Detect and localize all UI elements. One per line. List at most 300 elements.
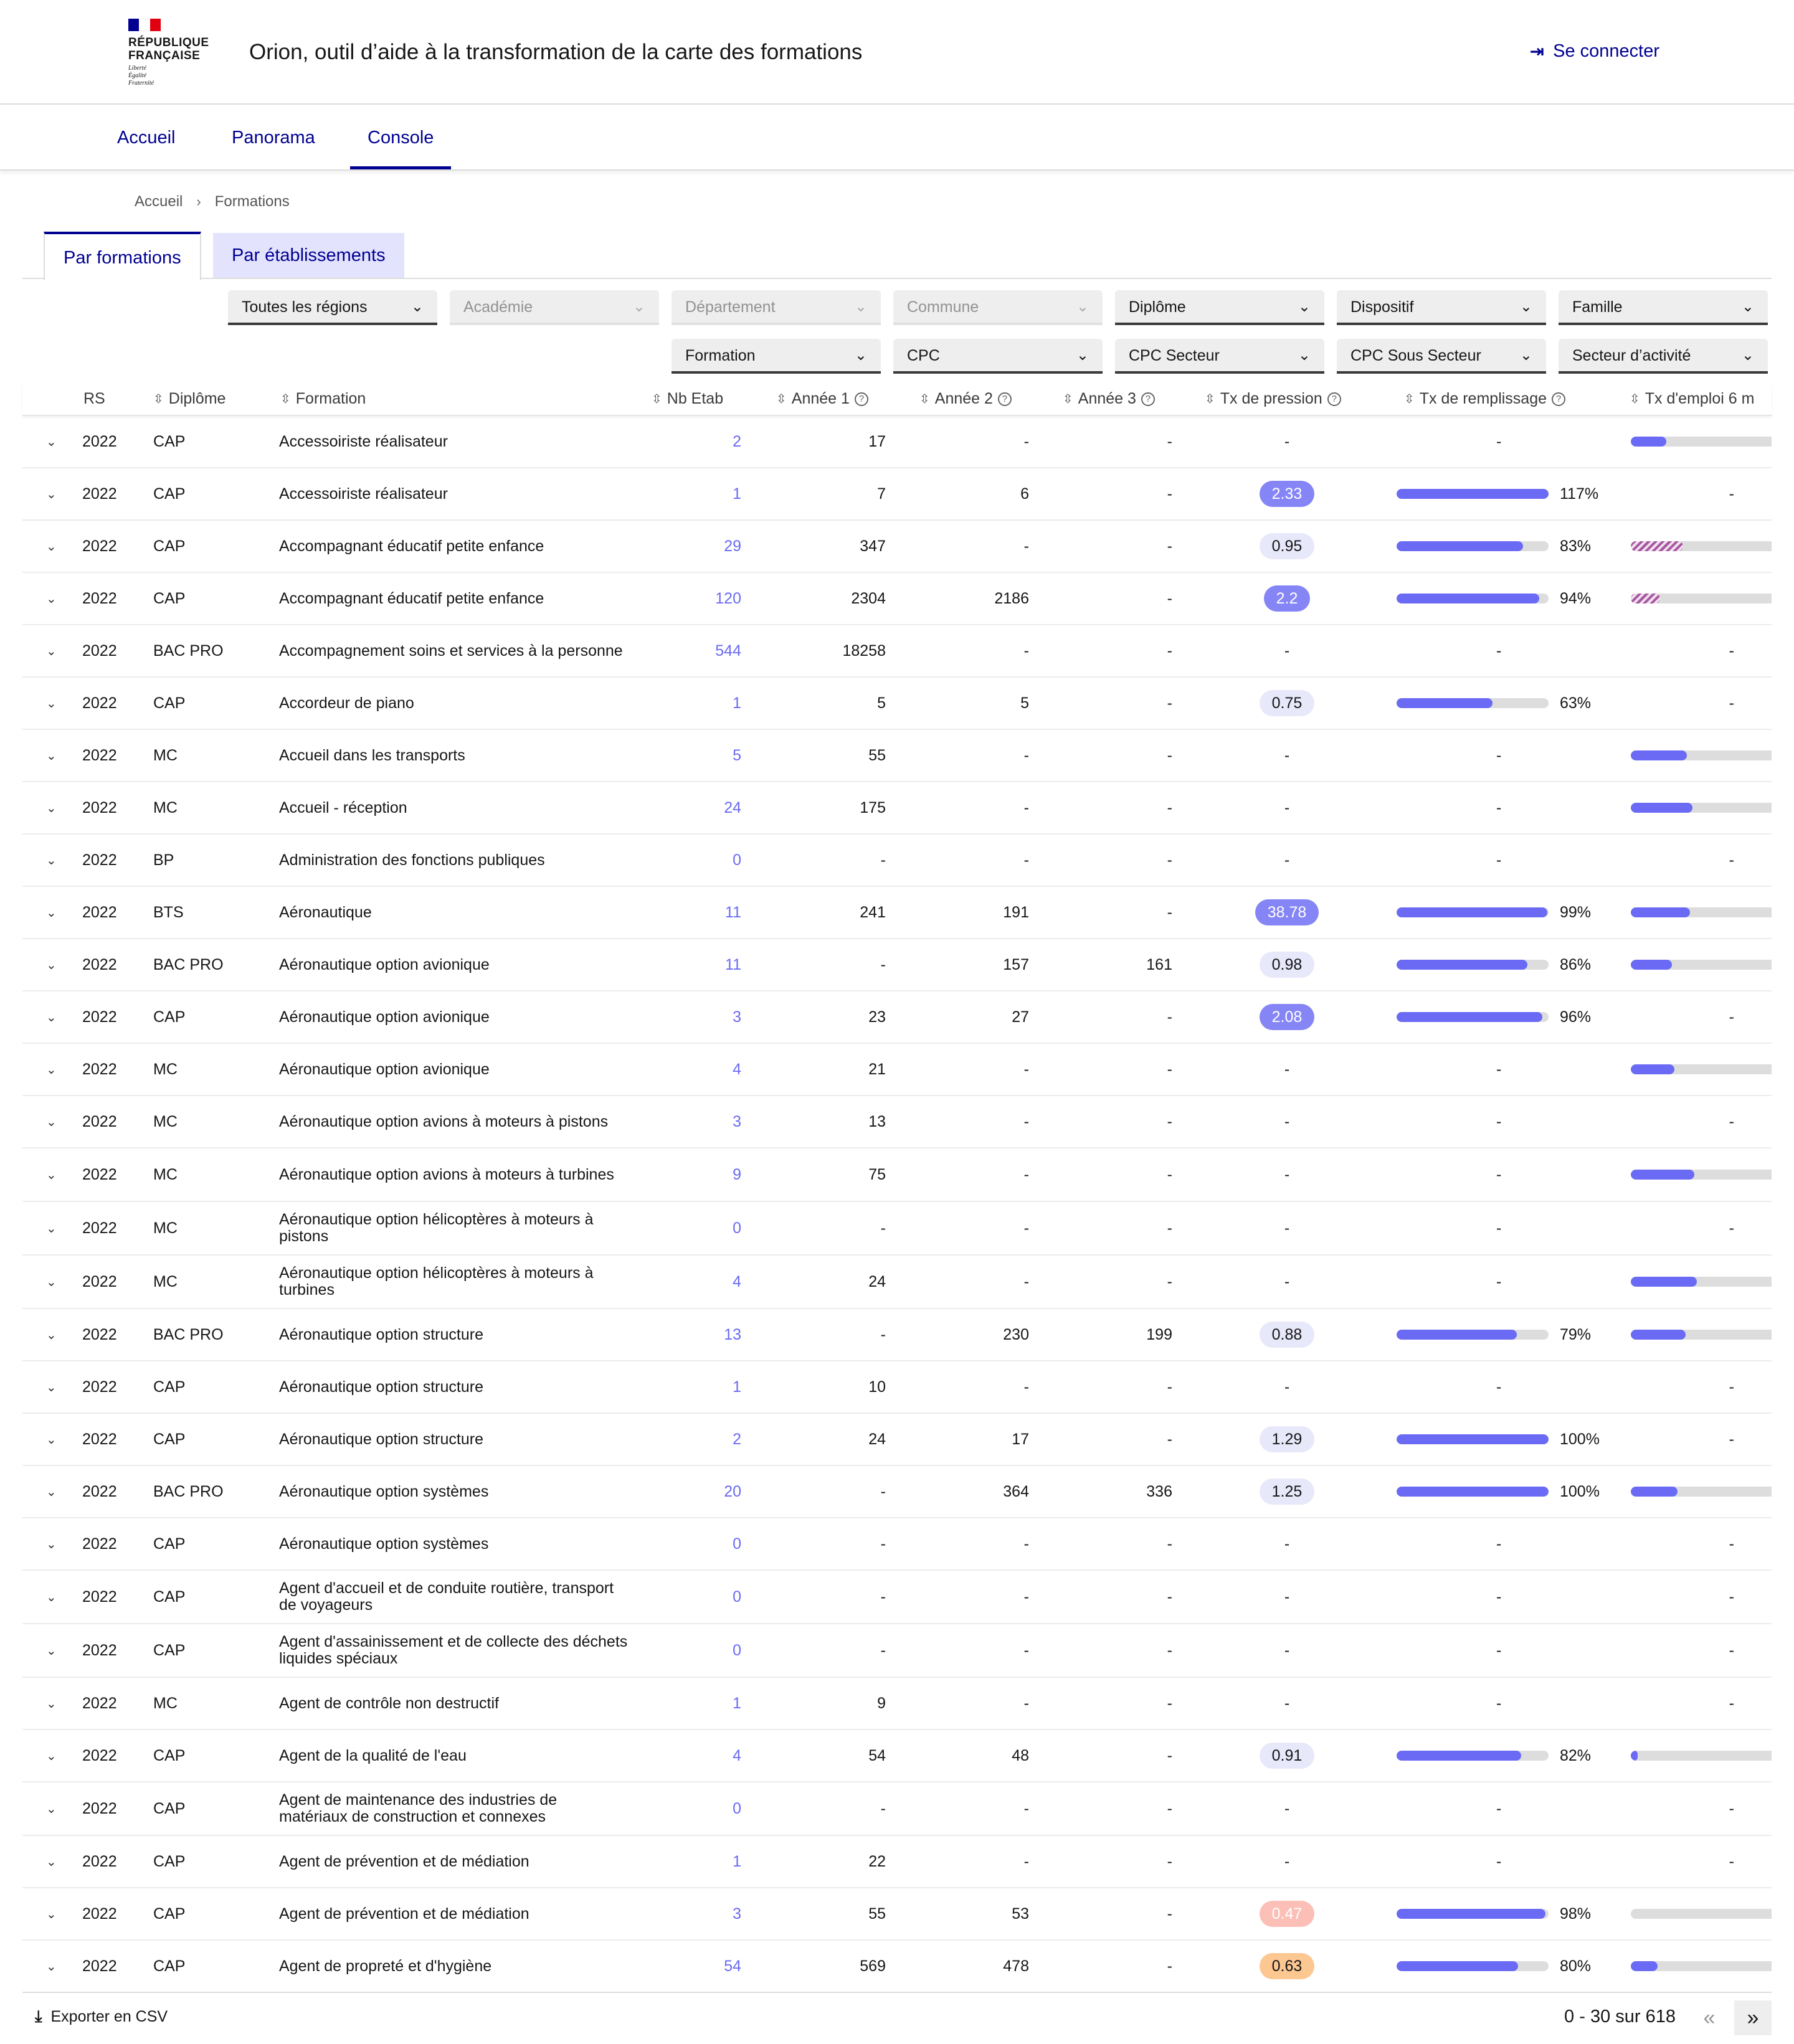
- republic-line-2: FRANÇAISE: [128, 49, 201, 62]
- cell-tx-emploi: [1631, 1256, 1772, 1308]
- cell-tx-pression: [1212, 468, 1362, 519]
- column-header-annee-1[interactable]: [776, 390, 868, 408]
- help-icon[interactable]: ?: [998, 392, 1012, 406]
- table-row[interactable]: [22, 1782, 1772, 1836]
- fill-rate-label: 117%: [1560, 485, 1599, 503]
- employment-rate-bar: [1631, 1277, 1772, 1287]
- cell-annee-2: -: [1023, 1641, 1029, 1659]
- cell-rs: 2022: [82, 1060, 117, 1078]
- column-header-tx-pression[interactable]: [1205, 390, 1341, 408]
- cell-formation: Accueil dans les transports: [279, 746, 465, 764]
- cell-rs: 2022: [82, 589, 117, 607]
- cell-nb-etab[interactable]: 0: [733, 1799, 741, 1817]
- cell-annee-2: -: [1023, 1165, 1029, 1183]
- sort-icon: ⇳: [919, 392, 930, 406]
- pressure-badge: 0.75: [1260, 690, 1315, 716]
- cell-nb-etab[interactable]: 2: [733, 1430, 741, 1448]
- pressure-badge: 0.98: [1260, 952, 1315, 978]
- column-label: Tx d'emploi 6 m: [1644, 390, 1755, 407]
- table-row[interactable]: [22, 1571, 1772, 1624]
- cell-formation: Aéronautique option structure: [279, 1430, 483, 1448]
- cell-tx-remplissage: -: [1496, 798, 1502, 816]
- chevron-down-icon: ⌄: [46, 1907, 57, 1921]
- cell-tx-pression: -: [1284, 798, 1290, 816]
- expand-row-button[interactable]: [46, 1941, 57, 1992]
- table-row[interactable]: [22, 782, 1772, 835]
- login-button[interactable]: [1530, 41, 1659, 62]
- chevron-down-icon: ⌄: [46, 1590, 57, 1604]
- filter-cpc-secteur[interactable]: [1115, 339, 1324, 374]
- filter-label: Diplôme: [1129, 298, 1186, 316]
- employment-rate-bar-fill: [1631, 750, 1687, 760]
- cell-rs: 2022: [82, 1482, 117, 1500]
- table-row[interactable]: [22, 521, 1772, 573]
- table-row[interactable]: [22, 939, 1772, 991]
- table-row[interactable]: [22, 1836, 1772, 1888]
- cell-tx-remplissage: -: [1496, 641, 1502, 660]
- employment-rate-bar-fill: [1631, 1170, 1694, 1180]
- cell-rs: 2022: [82, 694, 117, 712]
- cell-tx-emploi: -: [1729, 641, 1734, 660]
- cell-tx-pression: [1212, 521, 1362, 572]
- cell-nb-etab[interactable]: 1: [733, 1694, 741, 1712]
- nav-item-accueil[interactable]: Accueil: [117, 128, 176, 148]
- cell-annee-1: -: [880, 1219, 886, 1237]
- expand-row-button[interactable]: [46, 678, 57, 729]
- cell-nb-etab[interactable]: 11: [725, 903, 741, 921]
- cell-nb-etab[interactable]: 20: [724, 1482, 741, 1500]
- cell-tx-pression: [1212, 573, 1362, 624]
- cell-nb-etab[interactable]: 544: [715, 641, 741, 660]
- cell-tx-pression: -: [1284, 1060, 1290, 1078]
- fill-rate-bar-fill: [1397, 907, 1547, 917]
- cell-rs: 2022: [82, 1904, 117, 1923]
- expand-row-button[interactable]: [46, 1518, 57, 1569]
- cell-tx-pression: [1212, 887, 1362, 938]
- sort-icon: ⇳: [1404, 392, 1415, 406]
- fill-rate-label: 96%: [1560, 1008, 1592, 1026]
- help-icon[interactable]: ?: [1327, 392, 1341, 406]
- chevron-down-icon: ⌄: [46, 1328, 57, 1342]
- chevron-down-icon: ⌄: [1741, 347, 1754, 364]
- cell-nb-etab[interactable]: 0: [733, 1587, 741, 1606]
- cell-tx-remplissage: -: [1496, 1641, 1502, 1659]
- cell-rs: 2022: [82, 851, 117, 869]
- expand-row-button[interactable]: [46, 1148, 57, 1201]
- cell-tx-pression: [1212, 1888, 1362, 1939]
- cell-tx-emploi: [1631, 730, 1772, 781]
- table-row[interactable]: [22, 1518, 1772, 1571]
- expand-row-button[interactable]: [46, 1256, 57, 1308]
- cell-tx-emploi: -: [1729, 1852, 1734, 1870]
- cell-nb-etab[interactable]: 1: [733, 1852, 741, 1870]
- expand-row-button[interactable]: [46, 1624, 57, 1677]
- cell-rs: 2022: [82, 1112, 117, 1130]
- table-row[interactable]: [22, 1309, 1772, 1361]
- expand-row-button[interactable]: [46, 521, 57, 572]
- fill-rate-bar-fill: [1397, 1961, 1518, 1971]
- cell-nb-etab[interactable]: 4: [733, 1272, 741, 1290]
- fill-rate-bar: [1397, 1487, 1549, 1497]
- cell-nb-etab[interactable]: 29: [724, 537, 741, 555]
- cell-annee-2: -: [1023, 851, 1029, 869]
- expand-row-button[interactable]: [46, 991, 57, 1043]
- cell-formation: Agent d'accueil et de conduite routière, transport de voyageurs: [279, 1579, 614, 1614]
- table-row[interactable]: [22, 1730, 1772, 1782]
- cell-nb-etab[interactable]: 0: [733, 1219, 741, 1237]
- expand-row-button[interactable]: [46, 416, 57, 467]
- cell-annee-3: -: [1167, 903, 1172, 921]
- cell-annee-3: -: [1167, 1535, 1172, 1553]
- nav-item-panorama[interactable]: Panorama: [232, 128, 315, 148]
- cell-annee-3: 336: [1146, 1482, 1172, 1500]
- tab-par-etablissements[interactable]: Par établissements: [213, 233, 404, 278]
- cell-annee-3: -: [1167, 1378, 1172, 1396]
- table-header: [22, 382, 1772, 416]
- expand-row-button[interactable]: [46, 1836, 57, 1887]
- cell-tx-pression: [1212, 939, 1362, 990]
- table-row[interactable]: [22, 1414, 1772, 1466]
- cell-tx-emploi: -: [1729, 1430, 1734, 1448]
- help-icon[interactable]: ?: [1141, 392, 1155, 406]
- cell-annee-1: 569: [860, 1957, 886, 1975]
- fill-rate-label: 80%: [1560, 1957, 1592, 1975]
- expand-row-button[interactable]: [46, 835, 57, 886]
- table-row[interactable]: [22, 835, 1772, 887]
- cell-diplome: BAC PRO: [153, 641, 224, 660]
- cell-rs: 2022: [82, 1272, 117, 1290]
- cell-tx-remplissage: -: [1496, 746, 1502, 764]
- cell-formation: Accueil - réception: [279, 798, 407, 816]
- cell-nb-etab[interactable]: 54: [724, 1957, 741, 1975]
- cell-rs: 2022: [82, 1378, 117, 1396]
- filter-label: CPC Secteur: [1129, 347, 1220, 364]
- chevron-double-right-icon[interactable]: »: [1734, 2000, 1772, 2035]
- pressure-badge: 1.29: [1260, 1426, 1315, 1452]
- cell-nb-etab[interactable]: 1: [733, 485, 741, 503]
- cell-tx-remplissage: -: [1496, 1272, 1502, 1290]
- cell-tx-remplissage: -: [1496, 1112, 1502, 1130]
- table-row[interactable]: [22, 1096, 1772, 1148]
- cell-annee-2: -: [1023, 1694, 1029, 1712]
- help-icon[interactable]: ?: [1552, 392, 1565, 406]
- cell-diplome: CAP: [153, 485, 186, 503]
- employment-rate-bar-fill: [1631, 1751, 1638, 1761]
- cell-annee-2: 53: [1012, 1904, 1029, 1923]
- cell-annee-2: -: [1023, 1060, 1029, 1078]
- chevron-down-icon: ⌄: [1298, 298, 1311, 315]
- republic-line-1: RÉPUBLIQUE: [128, 36, 209, 49]
- table-row[interactable]: [22, 1148, 1772, 1202]
- cell-tx-emploi: [1631, 1888, 1772, 1939]
- login-arrow-icon: ⇥: [1529, 42, 1545, 61]
- filter-famille[interactable]: [1559, 290, 1768, 325]
- cell-nb-etab[interactable]: 120: [715, 589, 741, 607]
- expand-row-button[interactable]: [46, 1309, 57, 1360]
- cell-annee-1: -: [880, 1799, 886, 1817]
- table-row[interactable]: [22, 468, 1772, 521]
- table-row[interactable]: [22, 1678, 1772, 1730]
- column-header-rs[interactable]: [83, 390, 105, 408]
- chevron-down-icon: ⌄: [46, 1432, 57, 1447]
- site-title[interactable]: Orion, outil d’aide à la transformation de la carte des formations: [249, 40, 863, 64]
- table-row[interactable]: [22, 625, 1772, 678]
- fill-rate-label: 63%: [1560, 694, 1592, 712]
- filter-label: Secteur d’activité: [1572, 347, 1691, 364]
- chevron-down-icon: ⌄: [46, 1062, 57, 1077]
- chevron-down-icon: ⌄: [46, 1010, 57, 1024]
- cell-nb-etab[interactable]: 0: [733, 1641, 741, 1659]
- chevron-down-icon: ⌄: [46, 1959, 57, 1974]
- employment-rate-bar: [1631, 1487, 1772, 1497]
- cell-tx-emploi: -: [1729, 1112, 1734, 1130]
- cell-formation: Accompagnant éducatif petite enfance: [279, 537, 544, 555]
- fill-rate-bar: [1397, 960, 1549, 970]
- cell-nb-etab[interactable]: 4: [733, 1746, 741, 1764]
- fill-rate-bar: [1397, 1909, 1549, 1919]
- cell-diplome: CAP: [153, 1852, 186, 1870]
- cell-annee-1: 24: [868, 1430, 886, 1448]
- employment-rate-bar-fill: [1631, 1961, 1658, 1971]
- expand-row-button[interactable]: [46, 1361, 57, 1412]
- cell-nb-etab[interactable]: 4: [733, 1060, 741, 1078]
- cell-annee-2: 6: [1020, 485, 1029, 503]
- help-icon[interactable]: ?: [855, 392, 868, 406]
- cell-nb-etab[interactable]: 5: [733, 746, 741, 764]
- cell-nb-etab[interactable]: 3: [733, 1008, 741, 1026]
- cell-tx-pression: -: [1284, 641, 1290, 660]
- cell-rs: 2022: [82, 485, 117, 503]
- cell-nb-etab[interactable]: 3: [733, 1112, 741, 1130]
- cell-diplome: CAP: [153, 1378, 186, 1396]
- cell-tx-emploi: -: [1729, 1535, 1734, 1553]
- cell-nb-etab[interactable]: 3: [733, 1904, 741, 1923]
- column-label: Formation: [295, 390, 366, 407]
- chevron-down-icon: ⌄: [411, 298, 424, 315]
- expand-row-button[interactable]: [46, 1782, 57, 1835]
- cell-annee-3: -: [1167, 1430, 1172, 1448]
- table-row[interactable]: [22, 1888, 1772, 1941]
- cell-annee-3: -: [1167, 1272, 1172, 1290]
- column-label: Année 2: [934, 390, 993, 407]
- cell-tx-pression: -: [1284, 1852, 1290, 1870]
- cell-nb-etab[interactable]: 11: [725, 955, 741, 973]
- cell-annee-2: -: [1023, 1112, 1029, 1130]
- filter-label: Formation: [685, 347, 756, 364]
- cell-annee-3: -: [1167, 1060, 1172, 1078]
- expand-row-button[interactable]: [46, 1414, 57, 1465]
- cell-annee-2: -: [1023, 1272, 1029, 1290]
- cell-nb-etab[interactable]: 1: [733, 694, 741, 712]
- cell-nb-etab[interactable]: 1: [733, 1378, 741, 1396]
- fill-rate-bar: [1397, 907, 1549, 917]
- expand-row-button[interactable]: [46, 1096, 57, 1147]
- fill-rate-bar: [1397, 1330, 1549, 1340]
- table-body: [22, 416, 1772, 1992]
- table-row[interactable]: [22, 1361, 1772, 1414]
- filter-region[interactable]: [228, 290, 437, 325]
- cell-nb-etab[interactable]: 0: [733, 1535, 741, 1553]
- cell-annee-2: -: [1023, 537, 1029, 555]
- cell-tx-pression: [1212, 1941, 1362, 1992]
- cell-rs: 2022: [82, 1165, 117, 1183]
- cell-formation: Aéronautique option systèmes: [279, 1535, 489, 1553]
- cell-annee-3: -: [1167, 798, 1172, 816]
- table-row[interactable]: [22, 1044, 1772, 1096]
- cell-tx-pression: -: [1284, 1112, 1290, 1130]
- employment-rate-bar: [1631, 1909, 1772, 1919]
- cell-annee-2: -: [1023, 1535, 1029, 1553]
- expand-row-button[interactable]: [46, 1678, 57, 1729]
- filter-label: Famille: [1572, 298, 1623, 316]
- cell-diplome: BP: [153, 851, 174, 869]
- cell-diplome: CAP: [153, 589, 186, 607]
- expand-row-button[interactable]: [46, 625, 57, 676]
- cell-nb-etab[interactable]: 0: [733, 851, 741, 869]
- cell-tx-remplissage: [1397, 939, 1621, 990]
- employment-rate-bar-fill: [1631, 594, 1660, 603]
- column-header-nb-etab[interactable]: [652, 390, 723, 408]
- filter-dispositif[interactable]: [1337, 290, 1546, 325]
- employment-rate-bar-fill: [1631, 1330, 1686, 1340]
- table-row[interactable]: [22, 887, 1772, 939]
- chevron-down-icon: ⌄: [46, 592, 57, 606]
- column-header-annee-2[interactable]: [919, 390, 1012, 408]
- cell-rs: 2022: [82, 1587, 117, 1606]
- fill-rate-bar-fill: [1397, 698, 1493, 708]
- cell-annee-1: 24: [868, 1272, 886, 1290]
- cell-annee-2: 191: [1003, 903, 1029, 921]
- expand-row-button[interactable]: [46, 573, 57, 624]
- employment-rate-bar: [1631, 803, 1772, 813]
- cell-tx-pression: -: [1284, 1694, 1290, 1712]
- cell-tx-emploi: -: [1729, 1008, 1734, 1026]
- pressure-badge: 0.95: [1260, 533, 1315, 559]
- expand-row-button[interactable]: [46, 468, 57, 519]
- cell-nb-etab[interactable]: 9: [733, 1165, 741, 1183]
- expand-row-button[interactable]: [46, 1044, 57, 1095]
- cell-diplome: CAP: [153, 1430, 186, 1448]
- chevron-down-icon: ⌄: [46, 749, 57, 763]
- table-row[interactable]: [22, 678, 1772, 730]
- filter-secteur-activite[interactable]: [1559, 339, 1768, 374]
- employment-rate-bar: [1631, 907, 1772, 917]
- fill-rate-label: 100%: [1560, 1482, 1600, 1500]
- fill-rate-bar: [1397, 1434, 1549, 1444]
- filter-label: Commune: [907, 298, 979, 316]
- column-header-diplome[interactable]: [153, 390, 225, 408]
- table-row[interactable]: [22, 1202, 1772, 1256]
- expand-row-button[interactable]: [46, 939, 57, 990]
- cell-formation: Aéronautique option avionique: [279, 955, 490, 973]
- cell-annee-1: 13: [868, 1112, 886, 1130]
- cell-tx-pression: [1212, 678, 1362, 729]
- table-row[interactable]: [22, 991, 1772, 1044]
- expand-row-button[interactable]: [46, 1466, 57, 1517]
- table-row[interactable]: [22, 573, 1772, 625]
- cell-annee-1: -: [880, 851, 886, 869]
- cell-tx-pression: [1212, 1414, 1362, 1465]
- table-row[interactable]: [22, 730, 1772, 782]
- expand-row-button[interactable]: [46, 1888, 57, 1939]
- column-header-tx-remplissage[interactable]: [1404, 390, 1565, 408]
- cell-tx-remplissage: -: [1496, 1378, 1502, 1396]
- column-header-formation[interactable]: [280, 390, 366, 408]
- filter-formation[interactable]: [672, 339, 881, 374]
- table-row[interactable]: [22, 1624, 1772, 1678]
- table-row[interactable]: [22, 1256, 1772, 1309]
- fill-rate-bar: [1397, 1751, 1549, 1761]
- breadcrumb-item-accueil[interactable]: Accueil: [135, 193, 183, 210]
- cell-annee-1: 241: [860, 903, 886, 921]
- expand-row-button[interactable]: [46, 782, 57, 833]
- column-header-annee-3[interactable]: [1063, 390, 1155, 408]
- expand-row-button[interactable]: [46, 1571, 57, 1623]
- republique-francaise-logo[interactable]: [128, 19, 209, 87]
- fill-rate-label: 99%: [1560, 903, 1592, 921]
- chevron-double-left-icon[interactable]: «: [1703, 2006, 1716, 2030]
- sort-icon: ⇳: [652, 392, 662, 406]
- cell-tx-pression: -: [1284, 1799, 1290, 1817]
- table-row[interactable]: [22, 416, 1772, 468]
- filter-cpc[interactable]: [893, 339, 1103, 374]
- fill-rate-bar: [1397, 489, 1549, 499]
- column-label: Année 3: [1078, 390, 1136, 407]
- cell-rs: 2022: [82, 537, 117, 555]
- employment-rate-bar: [1631, 541, 1772, 551]
- cell-diplome: CAP: [153, 1746, 186, 1764]
- cell-rs: 2022: [82, 641, 117, 660]
- table-row[interactable]: [22, 1941, 1772, 1992]
- column-label: Tx de pression: [1220, 390, 1322, 407]
- export-csv-button[interactable]: [35, 2007, 168, 2027]
- column-header-tx-emploi[interactable]: [1630, 390, 1772, 408]
- employment-rate-bar-fill: [1631, 1277, 1697, 1287]
- expand-row-button[interactable]: [46, 1730, 57, 1781]
- site-header: [0, 0, 1794, 105]
- cell-tx-emploi: -: [1729, 1799, 1734, 1817]
- cell-tx-remplissage: -: [1496, 1219, 1502, 1237]
- sort-icon: ⇳: [153, 392, 164, 406]
- cell-diplome: MC: [153, 1694, 178, 1712]
- chevron-down-icon: ⌄: [46, 1380, 57, 1394]
- tricolor-flag-icon: [128, 19, 161, 31]
- expand-row-button[interactable]: [46, 730, 57, 781]
- cell-annee-2: -: [1023, 641, 1029, 660]
- cell-nb-etab[interactable]: 24: [724, 798, 741, 816]
- cell-nb-etab[interactable]: 2: [733, 432, 741, 450]
- cell-diplome: CAP: [153, 1799, 186, 1817]
- employment-rate-bar: [1631, 1330, 1772, 1340]
- filter-cpc-sous-secteur[interactable]: [1337, 339, 1546, 374]
- cell-annee-1: 23: [868, 1008, 886, 1026]
- expand-row-button[interactable]: [46, 1202, 57, 1254]
- filter-diplome[interactable]: [1115, 290, 1324, 325]
- employment-rate-bar: [1631, 750, 1772, 760]
- cell-nb-etab[interactable]: 13: [724, 1325, 741, 1343]
- fill-rate-bar-fill: [1397, 1909, 1545, 1919]
- nav-item-console[interactable]: Console: [350, 106, 451, 169]
- expand-row-button[interactable]: [46, 887, 57, 938]
- tab-par-formations[interactable]: Par formations: [44, 232, 201, 280]
- sort-icon: ⇳: [1630, 392, 1640, 406]
- table-row[interactable]: [22, 1466, 1772, 1518]
- chevron-down-icon: ⌄: [46, 539, 57, 554]
- sort-icon: ⇳: [280, 392, 291, 406]
- cell-formation: Aéronautique option structure: [279, 1378, 483, 1396]
- cell-diplome: MC: [153, 798, 178, 816]
- cell-diplome: BAC PRO: [153, 1325, 224, 1343]
